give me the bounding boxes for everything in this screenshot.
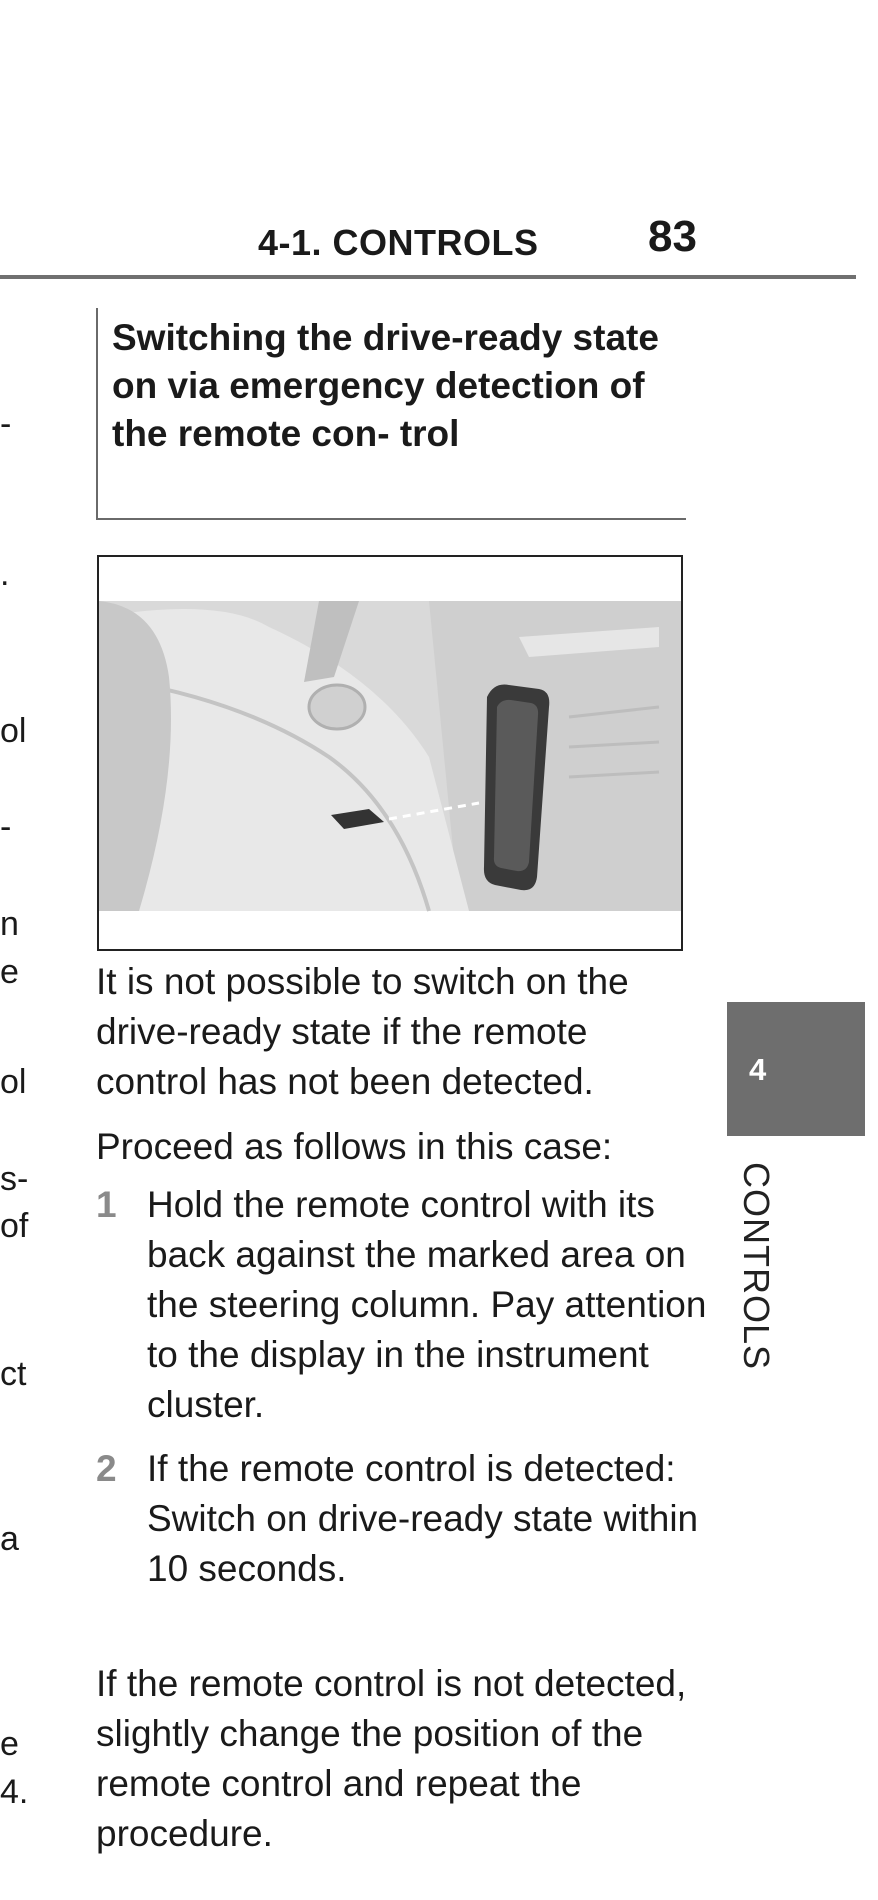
step-text: If the remote control is detected: Switch on drive-ready state within 10 seconds. <box>147 1448 699 1589</box>
left-column-fragment: ct <box>0 1355 27 1393</box>
left-column-fragment: a <box>0 1520 19 1558</box>
left-column-fragment: s- <box>0 1160 29 1198</box>
heading-box <box>96 308 686 520</box>
left-column-fragment: - <box>0 808 12 846</box>
chapter-tab <box>727 1002 865 1136</box>
left-column-fragment: - <box>0 405 12 443</box>
steering-column-illustration <box>97 555 683 951</box>
illustration-graphic <box>99 557 681 949</box>
step-number: 2 <box>96 1448 117 1489</box>
left-column-fragment: . <box>0 555 10 593</box>
step-text: Hold the remote control with its back against the marked area on the steering column. Pay attention to the display in the instrument cluster. <box>147 1184 707 1425</box>
header-rule <box>0 275 856 279</box>
section-title: 4-1. CONTROLS <box>258 222 539 263</box>
left-column-fragment: ol <box>0 712 27 750</box>
chapter-number: 4 <box>749 1052 767 1087</box>
left-column-fragment: ol <box>0 1063 27 1101</box>
chapter-label: CONTROLS <box>736 1162 777 1371</box>
section-heading: Switching the drive-ready state on via emergency detection of the remote con- trol <box>112 317 659 454</box>
intro-paragraph: It is not possible to switch on the drive-ready state if the remote control has not been detected. <box>96 961 629 1102</box>
left-column-fragment: n <box>0 905 19 943</box>
left-column-fragment: e <box>0 953 19 991</box>
left-column-fragment: of <box>0 1207 29 1245</box>
page-number: 83 <box>648 212 697 261</box>
left-column-fragment: e <box>0 1725 19 1763</box>
closing-paragraph: If the remote control is not detected, slightly change the position of the remote control and repeat the procedure. <box>96 1663 687 1854</box>
left-column-fragment: 4. <box>0 1773 29 1811</box>
step-number: 1 <box>96 1184 117 1225</box>
intro-lead-in: Proceed as follows in this case: <box>96 1126 613 1167</box>
